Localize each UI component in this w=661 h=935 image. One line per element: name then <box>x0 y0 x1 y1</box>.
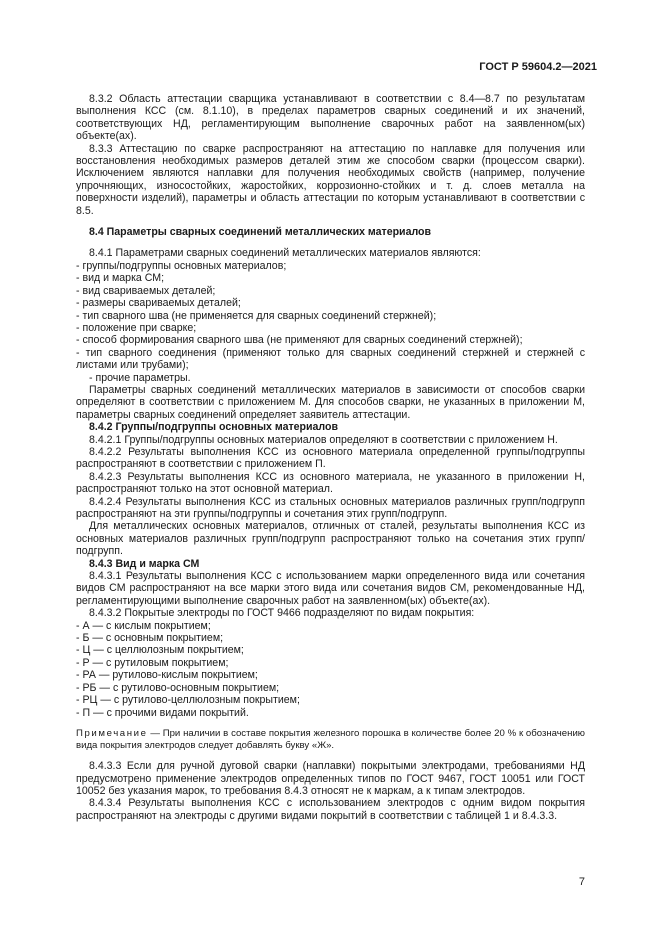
paragraph-8-4-3-3: 8.4.3.3 Если для ручной дуговой сварки (наплавки) покрытыми электродами, требованиями НД предусмотрено применение электродов определенных типов по ГОСТ 9467, ГОСТ 10051 или ГОСТ 10052 без указания марок, то требования 8.4.3 относят не к маркам, а к типам электродов. <box>76 760 585 797</box>
page-content <box>76 93 585 822</box>
list-item: - вид свариваемых деталей; <box>76 284 216 297</box>
list-item: - Р — с рутиловым покрытием; <box>76 656 229 669</box>
list-item: - РБ — с рутилово-основным покрытием; <box>76 681 280 694</box>
list-item: - РЦ — с рутилово-целлюлозным покрытием; <box>76 694 300 707</box>
document-code-header: ГОСТ Р 59604.2—2021 <box>479 61 597 73</box>
list-item: - тип сварного шва (не применяется для сварных соединений стержней); <box>76 309 437 322</box>
paragraph-8-4-3-2: 8.4.3.2 Покрытые электроды по ГОСТ 9466 подразделяют по видам покрытия: <box>89 607 475 620</box>
paragraph-8-4-3-1: 8.4.3.1 Результаты выполнения КСС с использованием марки определенного вида или сочетания видов СМ распространяют на все марки этого вида или сочетания видов СМ, рекомендованные НД, регламентирующими выполнение сварочных работ на заявленном(ых) объекте(ах). <box>76 570 585 607</box>
list-item: - П — с прочими видами покрытий. <box>76 706 249 719</box>
list-item: - тип сварного соединения (применяют только для сварных соединений стержней и стержней с листами или трубами); <box>76 346 585 372</box>
list-item: - способ формирования сварного шва (не применяют для сварных соединений стержней); <box>76 334 523 347</box>
section-heading-8-4: 8.4 Параметры сварных соединений металлических материалов <box>89 226 432 239</box>
subsection-heading-8-4-3: 8.4.3 Вид и марка СМ <box>89 557 200 570</box>
list-item: - РА — рутилово-кислым покрытием; <box>76 669 258 682</box>
list-item: - размеры свариваемых деталей; <box>76 297 241 310</box>
paragraph-8-4-2-1: 8.4.2.1 Группы/подгруппы основных материалов определяют в соответствии с приложением Н. <box>89 433 558 446</box>
list-item: - прочие параметры. <box>89 371 191 384</box>
paragraph-8-3-2: 8.3.2 Область аттестации сварщика устанавливают в соответствии с 8.4—8.7 по результатам выполнения КСС (см. 8.1.10), в пределах параметров сварных соединений и их значений, соответствующих НД, регламентирующим выполнение сварочных работ на заявленном(ых) объекте(ах). <box>76 93 585 143</box>
paragraph-8-4-1-tail: Параметры сварных соединений металлических материалов в зависимости от способов сварки определяют в соответствии с приложением М. Для способов сварки, не указанных в приложении М, параметры сварных соединений определяет заявитель аттестации. <box>76 383 585 421</box>
list-item: - А — с кислым покрытием; <box>76 619 211 632</box>
list-item: - вид и марка СМ; <box>76 272 165 285</box>
list-item: - Ц — с целлюлозным покрытием; <box>76 644 244 657</box>
list-item: - Б — с основным покрытием; <box>76 632 224 645</box>
page-number: 7 <box>578 876 585 888</box>
parameters-list <box>76 260 585 384</box>
paragraph-8-4-2-4: 8.4.2.4 Результаты выполнения КСС из стальных основных материалов различных групп/подгрупп распространяют на эти группы/подгруппы и сочетания этих групп/подгрупп. <box>76 495 585 520</box>
note-label: Примечание <box>76 727 148 739</box>
note <box>76 728 585 751</box>
paragraph-8-4-2-3: 8.4.2.3 Результаты выполнения КСС из основного материала, не указанного в приложении Н, распространяют только на этот основной материал. <box>76 470 585 496</box>
paragraph-8-4-3-4: 8.4.3.4 Результаты выполнения КСС с использованием электродов с одним видом покрытия распространяют на электроды с другими видами покрытий в соответствии с таблицей 1 и 8.4.3.3. <box>76 797 585 822</box>
paragraph-8-4-2-4-tail: Для металлических основных материалов, отличных от сталей, результаты выполнения КСС из основных материалов различных групп/подгрупп распространяют только на сочетания этих групп/подгрупп. <box>76 520 585 558</box>
paragraph-8-4-2-2: 8.4.2.2 Результаты выполнения КСС из основного материала определенной группы/подгруппы распространяют в соответствии с приложением П. <box>76 445 585 471</box>
paragraph-8-3-3: 8.3.3 Аттестацию по сварке распространяют на аттестацию по наплавке для получения или восстановления необходимых размеров деталей этим же способом сварки (процессом сварки). Исключением являются наплавки для получения необходимых свойств (например, получение упрочняющих, износостойких, жаростойких, коррозионно-стойких и т. д. слоев металла на поверхности изделий), параметры и область аттестации по которым устанавливают в соответствии с 8.5. <box>76 142 585 217</box>
list-item: - положение при сварке; <box>76 321 197 334</box>
subsection-heading-8-4-2: 8.4.2 Группы/подгруппы основных материалов <box>89 421 338 434</box>
note-text: — При наличии в составе покрытия железного порошка в количестве более 20 % к обозначению вида покрытия электродов следует добавлять букву «Ж». <box>76 727 585 751</box>
paragraph-8-4-1: 8.4.1 Параметрами сварных соединений металлических материалов являются: <box>89 247 481 260</box>
coating-types-list <box>76 620 585 719</box>
list-item: - группы/подгруппы основных материалов; <box>76 259 287 272</box>
